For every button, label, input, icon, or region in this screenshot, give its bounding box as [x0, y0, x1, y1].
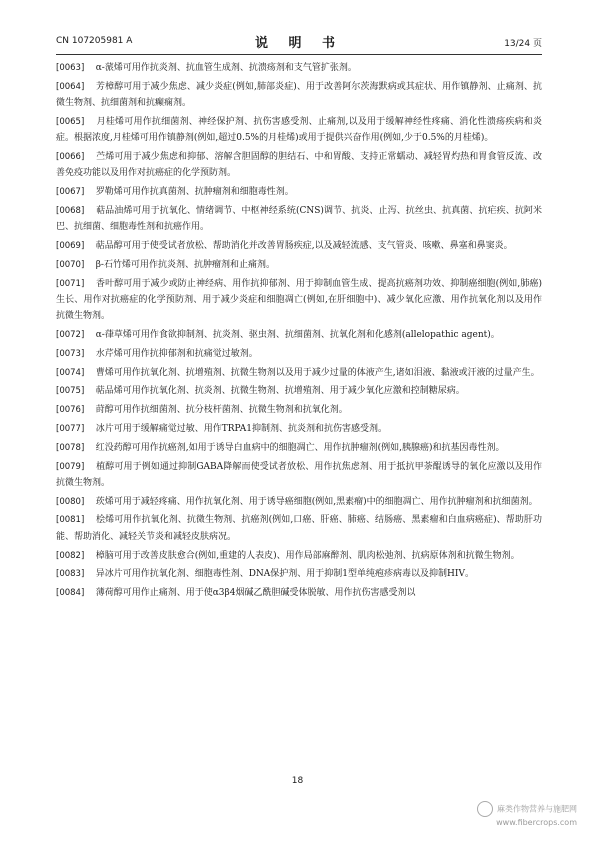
paragraph-text: β-石竹烯可用作抗炎剂、抗肿瘤剂和止痛剂。 [95, 259, 275, 270]
paragraph [56, 494, 542, 510]
paragraph [56, 402, 542, 418]
paragraph-text: 薄荷醇可用作止痛剂、用于使α3β4烟碱乙酰胆碱受体脱敏、用作抗伤害感受剂以 [95, 588, 416, 599]
paragraph-number: [0083] [56, 569, 85, 580]
paragraph-number: [0066] [56, 151, 85, 162]
paragraph-number: [0078] [56, 442, 85, 453]
paragraph-text: 曹烯可用作抗氧化剂、抗增殖剂、抗微生物剂以及用于减少过量的体液产生,诸如泪液、黏液或汗液的过量产生。 [95, 367, 540, 378]
paragraph-number: [0063] [56, 63, 85, 73]
paragraph [56, 566, 542, 582]
watermark-logo-icon [477, 801, 493, 817]
paragraph-number: [0064] [56, 81, 85, 92]
paragraph-number: [0077] [56, 423, 85, 434]
paragraph-text: 芳樟醇可用于减少焦虑、减少炎症(例如,肺部炎症)、用于改善阿尔茨海默病或其症状、用作镇静剂、止痛剂、抗微生物剂、抗细菌剂和抗癫痫剂。 [56, 81, 542, 109]
header-rule [56, 54, 542, 55]
paragraph-text: 萜品油烯可用于抗氧化、情绪调节、中枢神经系统(CNS)调节、抗炎、止泻、抗丝虫、抗真菌、抗疟疾、抗阿米巴、抗细菌、细胞毒性剂和抗癌作用。 [56, 205, 542, 233]
page-indicator: 13/24 页 [504, 39, 542, 49]
document-body [56, 60, 542, 604]
paragraph-number: [0079] [56, 461, 85, 472]
paragraph-number: [0073] [56, 348, 85, 359]
paragraph-text: 植醇可用于例如通过抑制GABA降解而使受试者放松、用作抗焦虑剂、用于抵抗甲荼醌诱导的氧化应激以及用作抗微生物剂。 [56, 461, 542, 488]
watermark-site-name: 麻类作物营养与施肥网 [497, 804, 577, 814]
paragraph-text: 萜品醇可用于使受试者放松、帮助消化并改善胃肠疾症,以及减轻流感、支气管炎、咳嗽、鼻塞和鼻窦炎。 [95, 240, 513, 251]
paragraph-text: 香叶醇可用于减少或防止神经病、用作抗抑郁剂、用于抑制血管生成、提高抗癌剂功效、抑制癌细胞(例如,肺癌)生长、用作对抗癌症的化学预防剂、用于减少炎症和细胞凋亡(例如,在肝细胞中)、减少氧化应激、用作抗氧化剂以及用作抗微生物剂。 [56, 278, 542, 322]
paragraph [56, 346, 542, 362]
paragraph-text: 桧烯可用作抗氧化剂、抗微生物剂、抗癌剂(例如,口癌、肝癌、肺癌、结肠癌、黑素瘤和白血病癌症)、帮助肝功能、帮助消化、减轻关节炎和减轻皮肤病况。 [56, 515, 542, 542]
paragraph-text: 莰烯可用于减轻疼痛、用作抗氧化剂、用于诱导癌细胞(例如,黑素瘤)中的细胞凋亡、用作抗肿瘤剂和抗细菌剂。 [95, 496, 538, 507]
paragraph [56, 184, 542, 200]
paragraph-number: [0082] [56, 550, 85, 561]
paragraph-text: 异冰片可用作抗氧化剂、细胞毒性剂、DNA保护剂、用于抑制1型单纯疱疹病毒以及抑制HIV。 [95, 569, 474, 580]
paragraph [56, 149, 542, 182]
paragraph-text: α-葎草烯可用作食欲抑制剂、抗炎剂、驱虫剂、抗细菌剂、抗氧化剂和化感剂(allelopathic agent)。 [95, 329, 500, 340]
paragraph [56, 203, 542, 236]
page-title: 说 明 书 [254, 36, 344, 51]
paragraph-number: [0065] [56, 116, 85, 127]
paragraph-text: 月桂烯可用作抗细菌剂、神经保护剂、抗伤害感受剂、止痛剂,以及用于缓解神经性疼痛、消化性溃疡疾病和炎症。根据浓度,月桂烯可用作镇静剂(例如,超过0.5%的月桂烯)或用于提供兴奋作用(例如,少于0.5%的月桂烯)。 [56, 116, 542, 144]
paragraph [56, 276, 542, 325]
paragraph [56, 79, 542, 112]
paragraph-text: 樟脑可用于改善皮肤愈合(例如,重建的人表皮)、用作局部麻醉剂、肌肉松弛剂、抗病原体剂和抗微生物剂。 [95, 550, 520, 561]
paragraph-number: [0071] [56, 278, 85, 289]
paragraph [56, 585, 542, 601]
watermark-url: www.fibercrops.com [496, 818, 577, 827]
paragraph [56, 421, 542, 437]
paragraph-number: [0076] [56, 405, 85, 416]
paragraph-text: 苎烯可用于减少焦虑和抑郁、溶解含胆固醇的胆结石、中和胃酸、支持正常蠕动、减轻胃灼热和胃食管反流、改善免疫功能以及用作对抗癌症的化学预防剂。 [56, 151, 542, 179]
paragraph-text: 水芹烯可用作抗抑郁剂和抗痛觉过敏剂。 [95, 348, 258, 359]
paragraph [56, 383, 542, 399]
paragraph-number: [0084] [56, 588, 85, 599]
paragraph [56, 238, 542, 254]
paragraph-number: [0074] [56, 367, 85, 378]
paragraph [56, 327, 542, 343]
paragraph-text: 萜品烯可用作抗氧化剂、抗炎剂、抗微生物剂、抗增殖剂、用于减少氧化应激和控制糖尿病。 [95, 386, 465, 397]
paragraph-number: [0075] [56, 386, 85, 397]
paragraph-number: [0069] [56, 240, 85, 251]
paragraph-text: 莳醇可用作抗细菌剂、抗分枝杆菌剂、抗微生物剂和抗氧化剂。 [95, 405, 348, 416]
paragraph [56, 459, 542, 492]
paragraph-number: [0072] [56, 329, 85, 340]
paragraph-number: [0067] [56, 187, 85, 198]
paragraph-text: 冰片可用于缓解痛觉过敏、用作TRPA1抑制剂、抗炎剂和抗伤害感受剂。 [95, 423, 387, 434]
watermark [477, 801, 577, 828]
paragraph-number: [0068] [56, 205, 85, 216]
paragraph [56, 365, 542, 381]
paragraph-number: [0080] [56, 496, 85, 507]
paragraph [56, 512, 542, 545]
paragraph-number: [0081] [56, 515, 85, 526]
paragraph [56, 114, 542, 147]
paragraph [56, 548, 542, 564]
page-header [56, 32, 542, 50]
paragraph-text: α-蒎烯可用作抗炎剂、抗血管生成剂、抗溃疡剂和支气管扩张剂。 [95, 63, 357, 73]
paragraph [56, 440, 542, 456]
paragraph [56, 60, 542, 76]
paragraph-text: 红没药醇可用作抗癌剂,如用于诱导白血病中的细胞凋亡、用作抗肿瘤剂(例如,胰腺癌)和抗基因毒性剂。 [95, 442, 505, 453]
paragraph-text: 罗勒烯可用作抗真菌剂、抗肿瘤剂和细胞毒性剂。 [95, 187, 294, 198]
paragraph [56, 257, 542, 273]
paragraph-number: [0070] [56, 259, 85, 270]
page-number: 18 [291, 776, 304, 786]
document-number: CN 107205981 A [56, 36, 133, 46]
